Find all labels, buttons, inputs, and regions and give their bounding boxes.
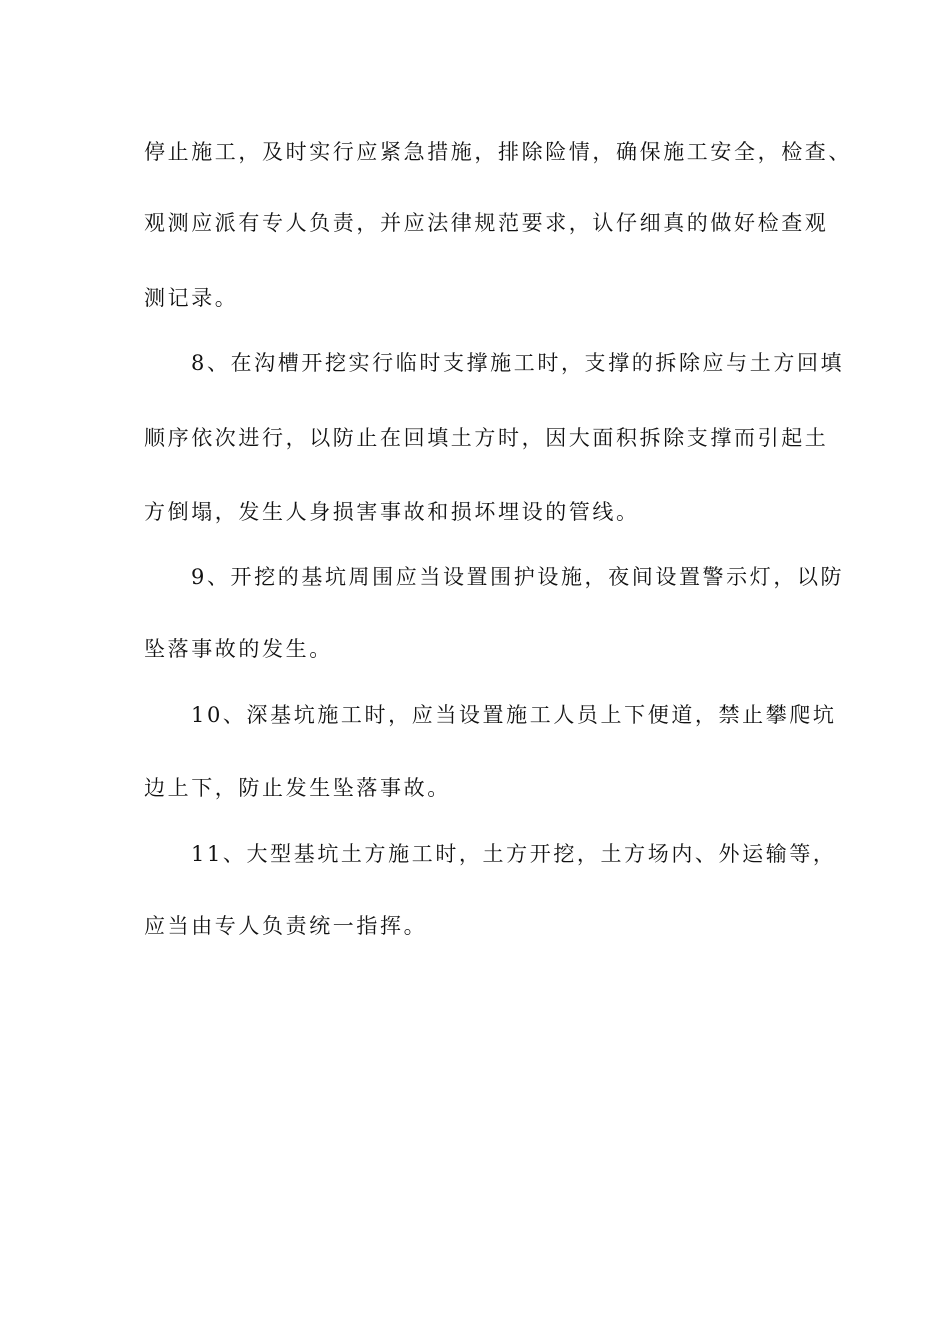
paragraph-8-line-2: 顺序依次进行，以防止在回填土方时，因大面积拆除支撑而引起土	[144, 426, 829, 450]
paragraph-9-line-1: 9、开挖的基坑周围应当设置围护设施，夜间设置警示灯，以防	[191, 565, 845, 589]
paragraph-8-line-3: 方倒塌，发生人身损害事故和损坏埋设的管线。	[144, 500, 640, 524]
paragraph-8-line-1: 8、在沟槽开挖实行临时支撑施工时，支撑的拆除应与土方回填	[191, 351, 845, 375]
paragraph-9-line-2: 坠落事故的发生。	[144, 637, 333, 661]
paragraph-10-line-1: 10、深基坑施工时，应当设置施工人员上下便道，禁止攀爬坑	[191, 703, 837, 727]
paragraph-11-line-2: 应当由专人负责统一指挥。	[144, 914, 428, 938]
paragraph-11-line-1: 11、大型基坑土方施工时，土方开挖，土方场内、外运输等，	[191, 842, 837, 866]
paragraph-1-line-2: 观测应派有专人负责，并应法律规范要求，认仔细真的做好检查观	[144, 211, 829, 235]
paragraph-10-line-2: 边上下，防止发生坠落事故。	[144, 776, 451, 800]
paragraph-1-line-3: 测记录。	[144, 286, 239, 310]
paragraph-1-line-1: 停止施工，及时实行应紧急措施，排除险情，确保施工安全，检查、	[144, 140, 852, 164]
